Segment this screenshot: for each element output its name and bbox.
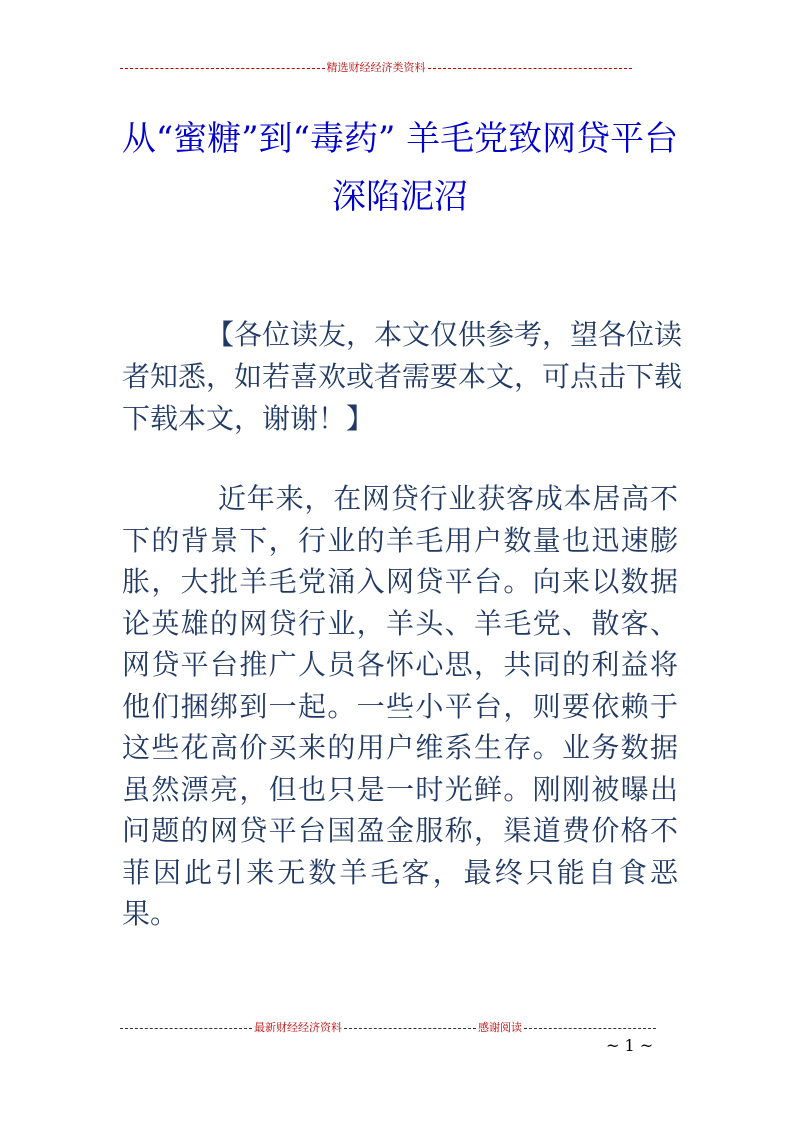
- header-label: 精选财经经济类资料: [326, 61, 426, 74]
- page-header: [120, 58, 632, 76]
- footer-label-left: 最新财经经济资料: [254, 1021, 342, 1034]
- footer-divider-right: [524, 1028, 656, 1029]
- footer-label-right: 感谢阅读: [478, 1021, 522, 1034]
- footer-divider-left: [120, 1028, 252, 1029]
- header-divider-right: [428, 68, 633, 69]
- article-paragraph: 近年来，在网贷行业获客成本居高不下的背景下，行业的羊毛用户数量也迅速膨胀，大批羊毛党涌入网贷平台。向来以数据论英雄的网贷行业，羊头、羊毛党、散客、网贷平台推广人员各怀心思，共同的利益将他们捆绑到一起。一些小平台，则要依赖于这些花高价买来的用户维系生存。业务数据虽然漂亮，但也只是一时光鲜。刚刚被曝出问题的网贷平台国盈金服称，渠道费价格不菲因此引来无数羊毛客，最终只能自食恶果。: [122, 482, 678, 930]
- reader-notice: 【各位读友，本文仅供参考，望各位读者知悉，如若喜欢或者需要本文，可点击下载下载本文，谢谢！】: [122, 318, 683, 435]
- footer-divider-middle: [344, 1028, 476, 1029]
- page-footer: [120, 1018, 656, 1036]
- header-divider-left: [120, 68, 325, 69]
- page-number: ~ 1 ~: [606, 1036, 654, 1055]
- article-title: 从“蜜糖”到“毒药” 羊毛党致网贷平台深陷泥沼: [121, 119, 679, 217]
